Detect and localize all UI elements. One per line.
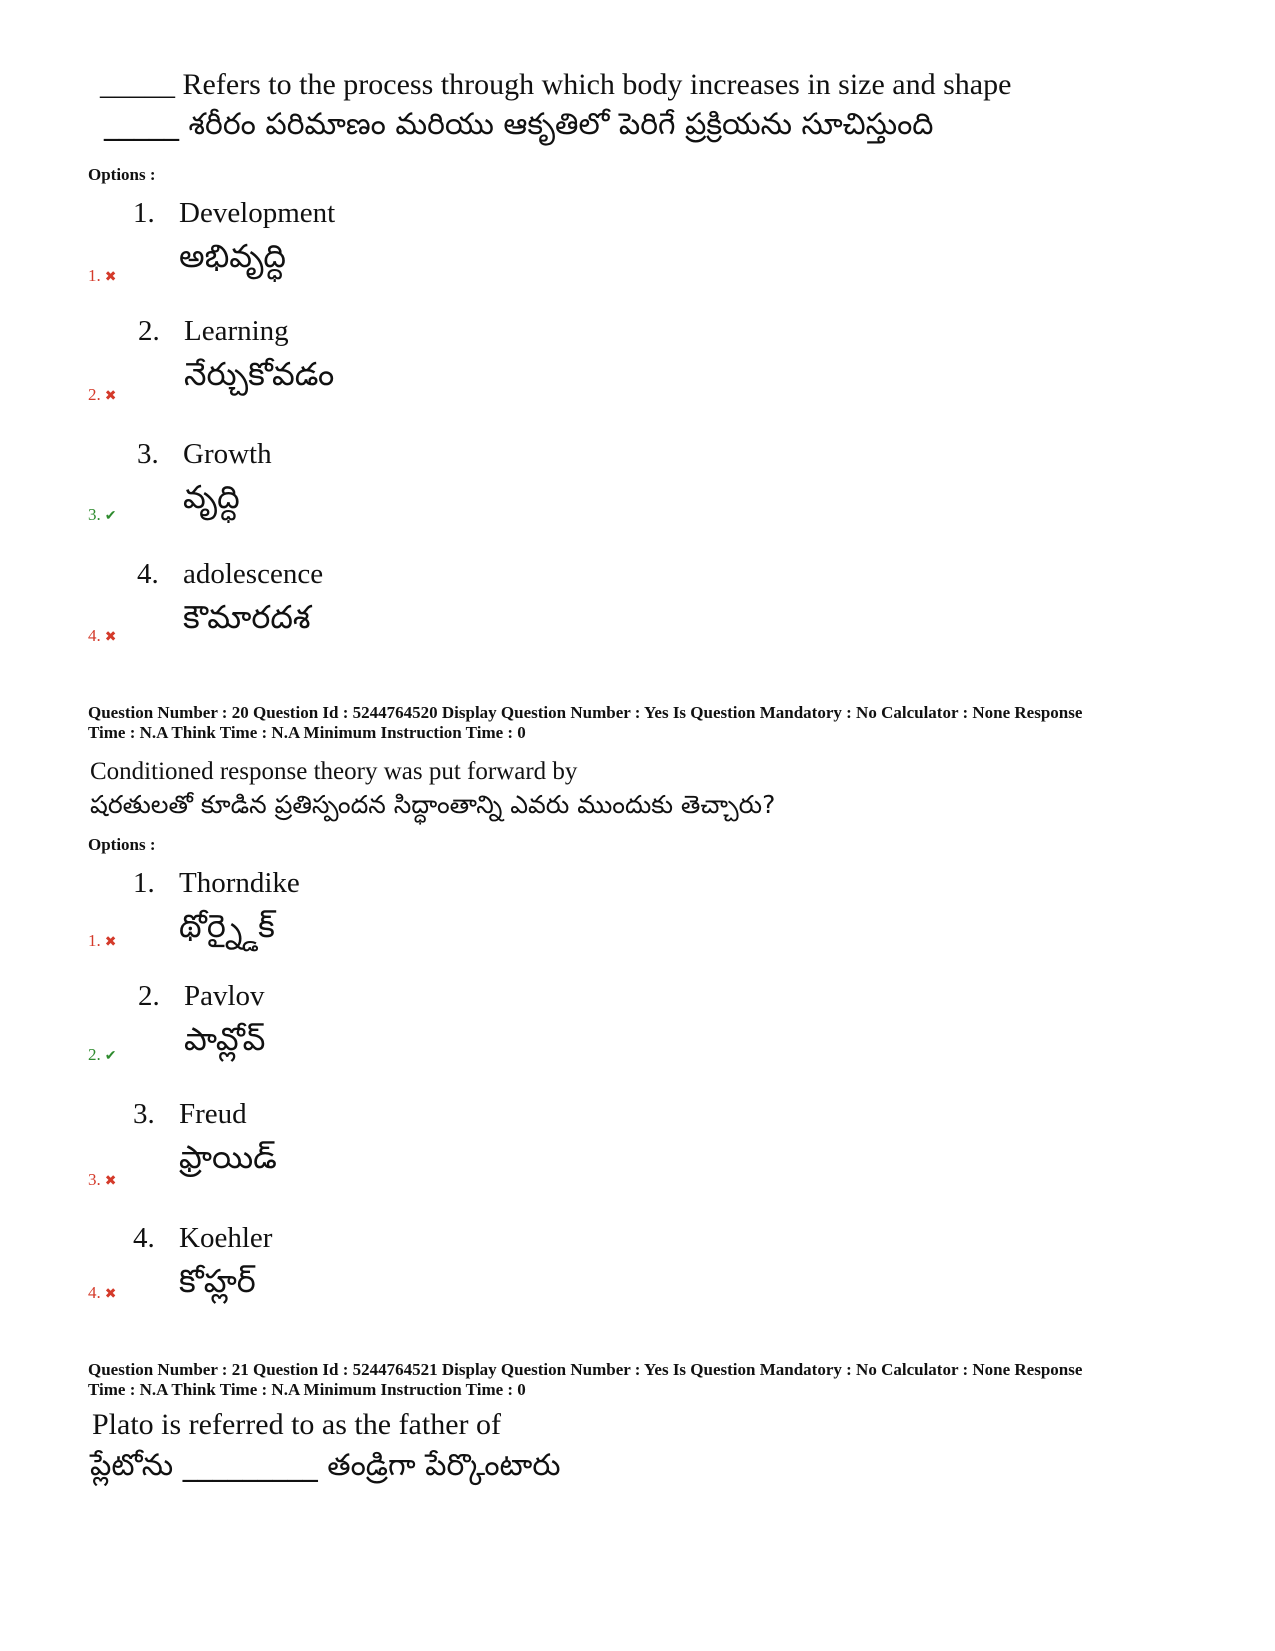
- marker-number: 1.: [88, 266, 101, 285]
- marker-number: 2.: [88, 1045, 101, 1064]
- option-text-te: వృద్ధి: [183, 478, 240, 516]
- q21-meta-line-2: Time : N.A Think Time : N.A Minimum Instruction Time : 0: [88, 1380, 526, 1399]
- marker-number: 2.: [88, 385, 101, 404]
- option-text-te: ఫ్రాయిడ్: [179, 1138, 277, 1176]
- q20-question-te: షరతులతో కూడిన ప్రతిస్పందన సిద్ధాంతాన్ని ఎవరు ముందుకు తెచ్చారు?: [90, 790, 776, 819]
- option-text-te: నేర్చుకోవడం: [184, 355, 335, 393]
- option-number: 4.: [137, 558, 159, 590]
- q19-option-3-marker: [88, 505, 116, 527]
- option-text-en: Freud: [179, 1098, 247, 1130]
- cross-icon: ✖: [104, 935, 117, 950]
- q20-option-2-marker: [88, 1045, 116, 1067]
- option-text-te: థోర్న్డైక్: [179, 907, 275, 945]
- cross-icon: ✖: [104, 630, 117, 645]
- q21-question-te: ప్లేటోను _________ తండ్రిగా పేర్కొంటారు: [90, 1448, 561, 1483]
- q19-option-2-marker: [88, 385, 116, 407]
- option-text-en: Koehler: [179, 1222, 273, 1254]
- q20-option-4-marker: [88, 1283, 116, 1305]
- q19-options-label: Options :: [88, 165, 156, 184]
- option-number: 4.: [133, 1222, 155, 1254]
- marker-number: 3.: [88, 505, 101, 524]
- option-number: 2.: [138, 315, 160, 347]
- q21-question-en: Plato is referred to as the father of: [92, 1408, 501, 1441]
- q20-options-label: Options :: [88, 835, 156, 854]
- q20-meta-line-2: Time : N.A Think Time : N.A Minimum Instruction Time : 0: [88, 723, 526, 742]
- cross-icon: ✖: [104, 1174, 117, 1189]
- check-icon: ✔: [104, 509, 117, 524]
- cross-icon: ✖: [104, 389, 117, 404]
- option-text-en: adolescence: [183, 558, 324, 590]
- option-text-en: Pavlov: [184, 980, 265, 1012]
- q19-option-1-marker: [88, 266, 116, 288]
- q20-meta-line-1: Question Number : 20 Question Id : 5244764520 Display Question Number : Yes Is Question Mandatory : No Calculator : None Response: [88, 703, 1083, 722]
- q19-question-en: _____ Refers to the process through which body increases in size and shape: [100, 68, 1012, 101]
- option-number: 2.: [138, 980, 160, 1012]
- q20-question-en: Conditioned response theory was put forward by: [90, 758, 578, 785]
- option-text-en: Growth: [183, 438, 272, 470]
- option-text-te: కౌమారదశ: [183, 598, 311, 636]
- q21-meta: [88, 1360, 1198, 1400]
- q19-option-4-marker: [88, 626, 116, 648]
- marker-number: 4.: [88, 626, 101, 645]
- option-text-en: Development: [179, 197, 336, 229]
- option-number: 1.: [133, 867, 155, 899]
- option-number: 3.: [137, 438, 159, 470]
- option-text-te: పావ్లోవ్: [184, 1020, 266, 1058]
- q20-option-1-marker: [88, 931, 116, 953]
- option-text-en: Learning: [184, 315, 289, 347]
- option-text-en: Thorndike: [179, 867, 300, 899]
- cross-icon: ✖: [104, 1287, 117, 1302]
- marker-number: 4.: [88, 1283, 101, 1302]
- marker-number: 1.: [88, 931, 101, 950]
- option-number: 1.: [133, 197, 155, 229]
- marker-number: 3.: [88, 1170, 101, 1189]
- q20-meta: [88, 703, 1198, 743]
- option-number: 3.: [133, 1098, 155, 1130]
- q19-question-te: _____ శరీరం పరిమాణం మరియు ఆకృతిలో పెరిగే ప్రక్రియను సూచిస్తుంది: [104, 107, 934, 142]
- check-icon: ✔: [104, 1049, 117, 1064]
- cross-icon: ✖: [104, 270, 117, 285]
- q20-option-3-marker: [88, 1170, 116, 1192]
- q21-meta-line-1: Question Number : 21 Question Id : 5244764521 Display Question Number : Yes Is Question Mandatory : No Calculator : None Response: [88, 1360, 1083, 1379]
- option-text-te: అభివృద్ధి: [179, 237, 286, 275]
- option-text-te: కోహ్లర్: [179, 1262, 256, 1300]
